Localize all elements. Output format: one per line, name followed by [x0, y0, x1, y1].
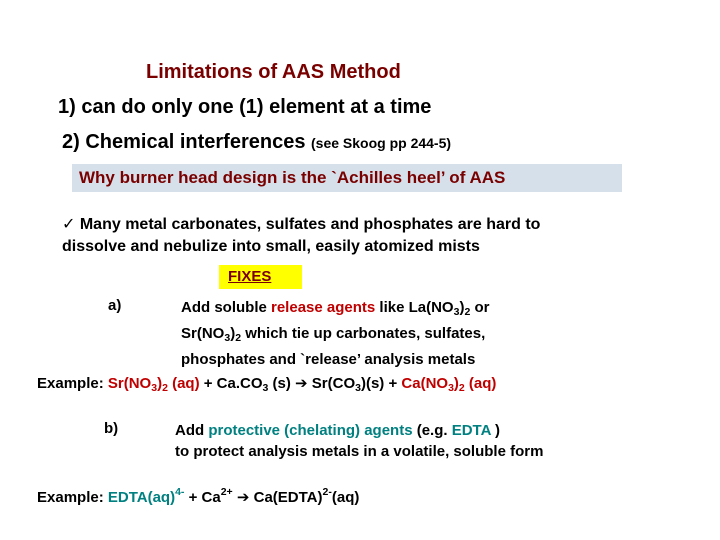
check-line-1: Many metal carbonates, sulfates and phosphates are hard to [75, 216, 541, 233]
check-line-2: dissolve and nebulize into small, easily atomized mists [62, 238, 480, 255]
edta-term: EDTA [451, 422, 491, 439]
limitation-2 [62, 131, 451, 154]
fix-b-description: Add protective (chelating) agents (e.g. EDTA ) to protect analysis metals in a volatile, soluble form [175, 422, 544, 460]
fix-b-label: b) [104, 420, 119, 437]
achilles-heel-banner [72, 164, 622, 192]
fix-a-description: Add soluble release agents like $La(NO_3)_2$ or $Sr(NO_3)_2$ which tie up carbonates, sulfates, phosphates and `release’ analysis metals [181, 299, 490, 368]
check-note [62, 214, 540, 258]
limitation-1: 1) can do only one (1) element at a time [58, 96, 432, 118]
protective-agents-term: protective (chelating) agents [208, 422, 413, 439]
fix-a-label: a) [108, 297, 122, 314]
checkmark-icon: ✓ [62, 216, 76, 233]
banner-text: Why burner head design is the `Achilles heel’ of AAS [79, 168, 506, 187]
example-1-equation: Example: $Sr(NO_3)_2$ $(aq) + Ca.CO_3$ (s) ➔ $Sr(CO_3)(s) + Ca(NO_3)_2$ (aq) [37, 375, 497, 394]
skoog-reference: (see Skoog pp 244-5) [311, 135, 452, 151]
arrow-right-icon: ➔ [236, 489, 250, 506]
fixes-text: FIXES [228, 268, 272, 285]
limitation-2-text: 2) Chemical interferences [62, 131, 311, 153]
release-agents-term: release agents [271, 299, 376, 316]
fixes-label [219, 265, 302, 289]
page-title: Limitations of AAS Method [146, 61, 401, 83]
arrow-right-icon: ➔ [295, 375, 308, 392]
example-2-equation: Example: EDTA(aq)$^{4-}$ + $Ca^{2+}$ ➔ Ca(EDTA)$^{2-}$(aq) [37, 486, 360, 506]
